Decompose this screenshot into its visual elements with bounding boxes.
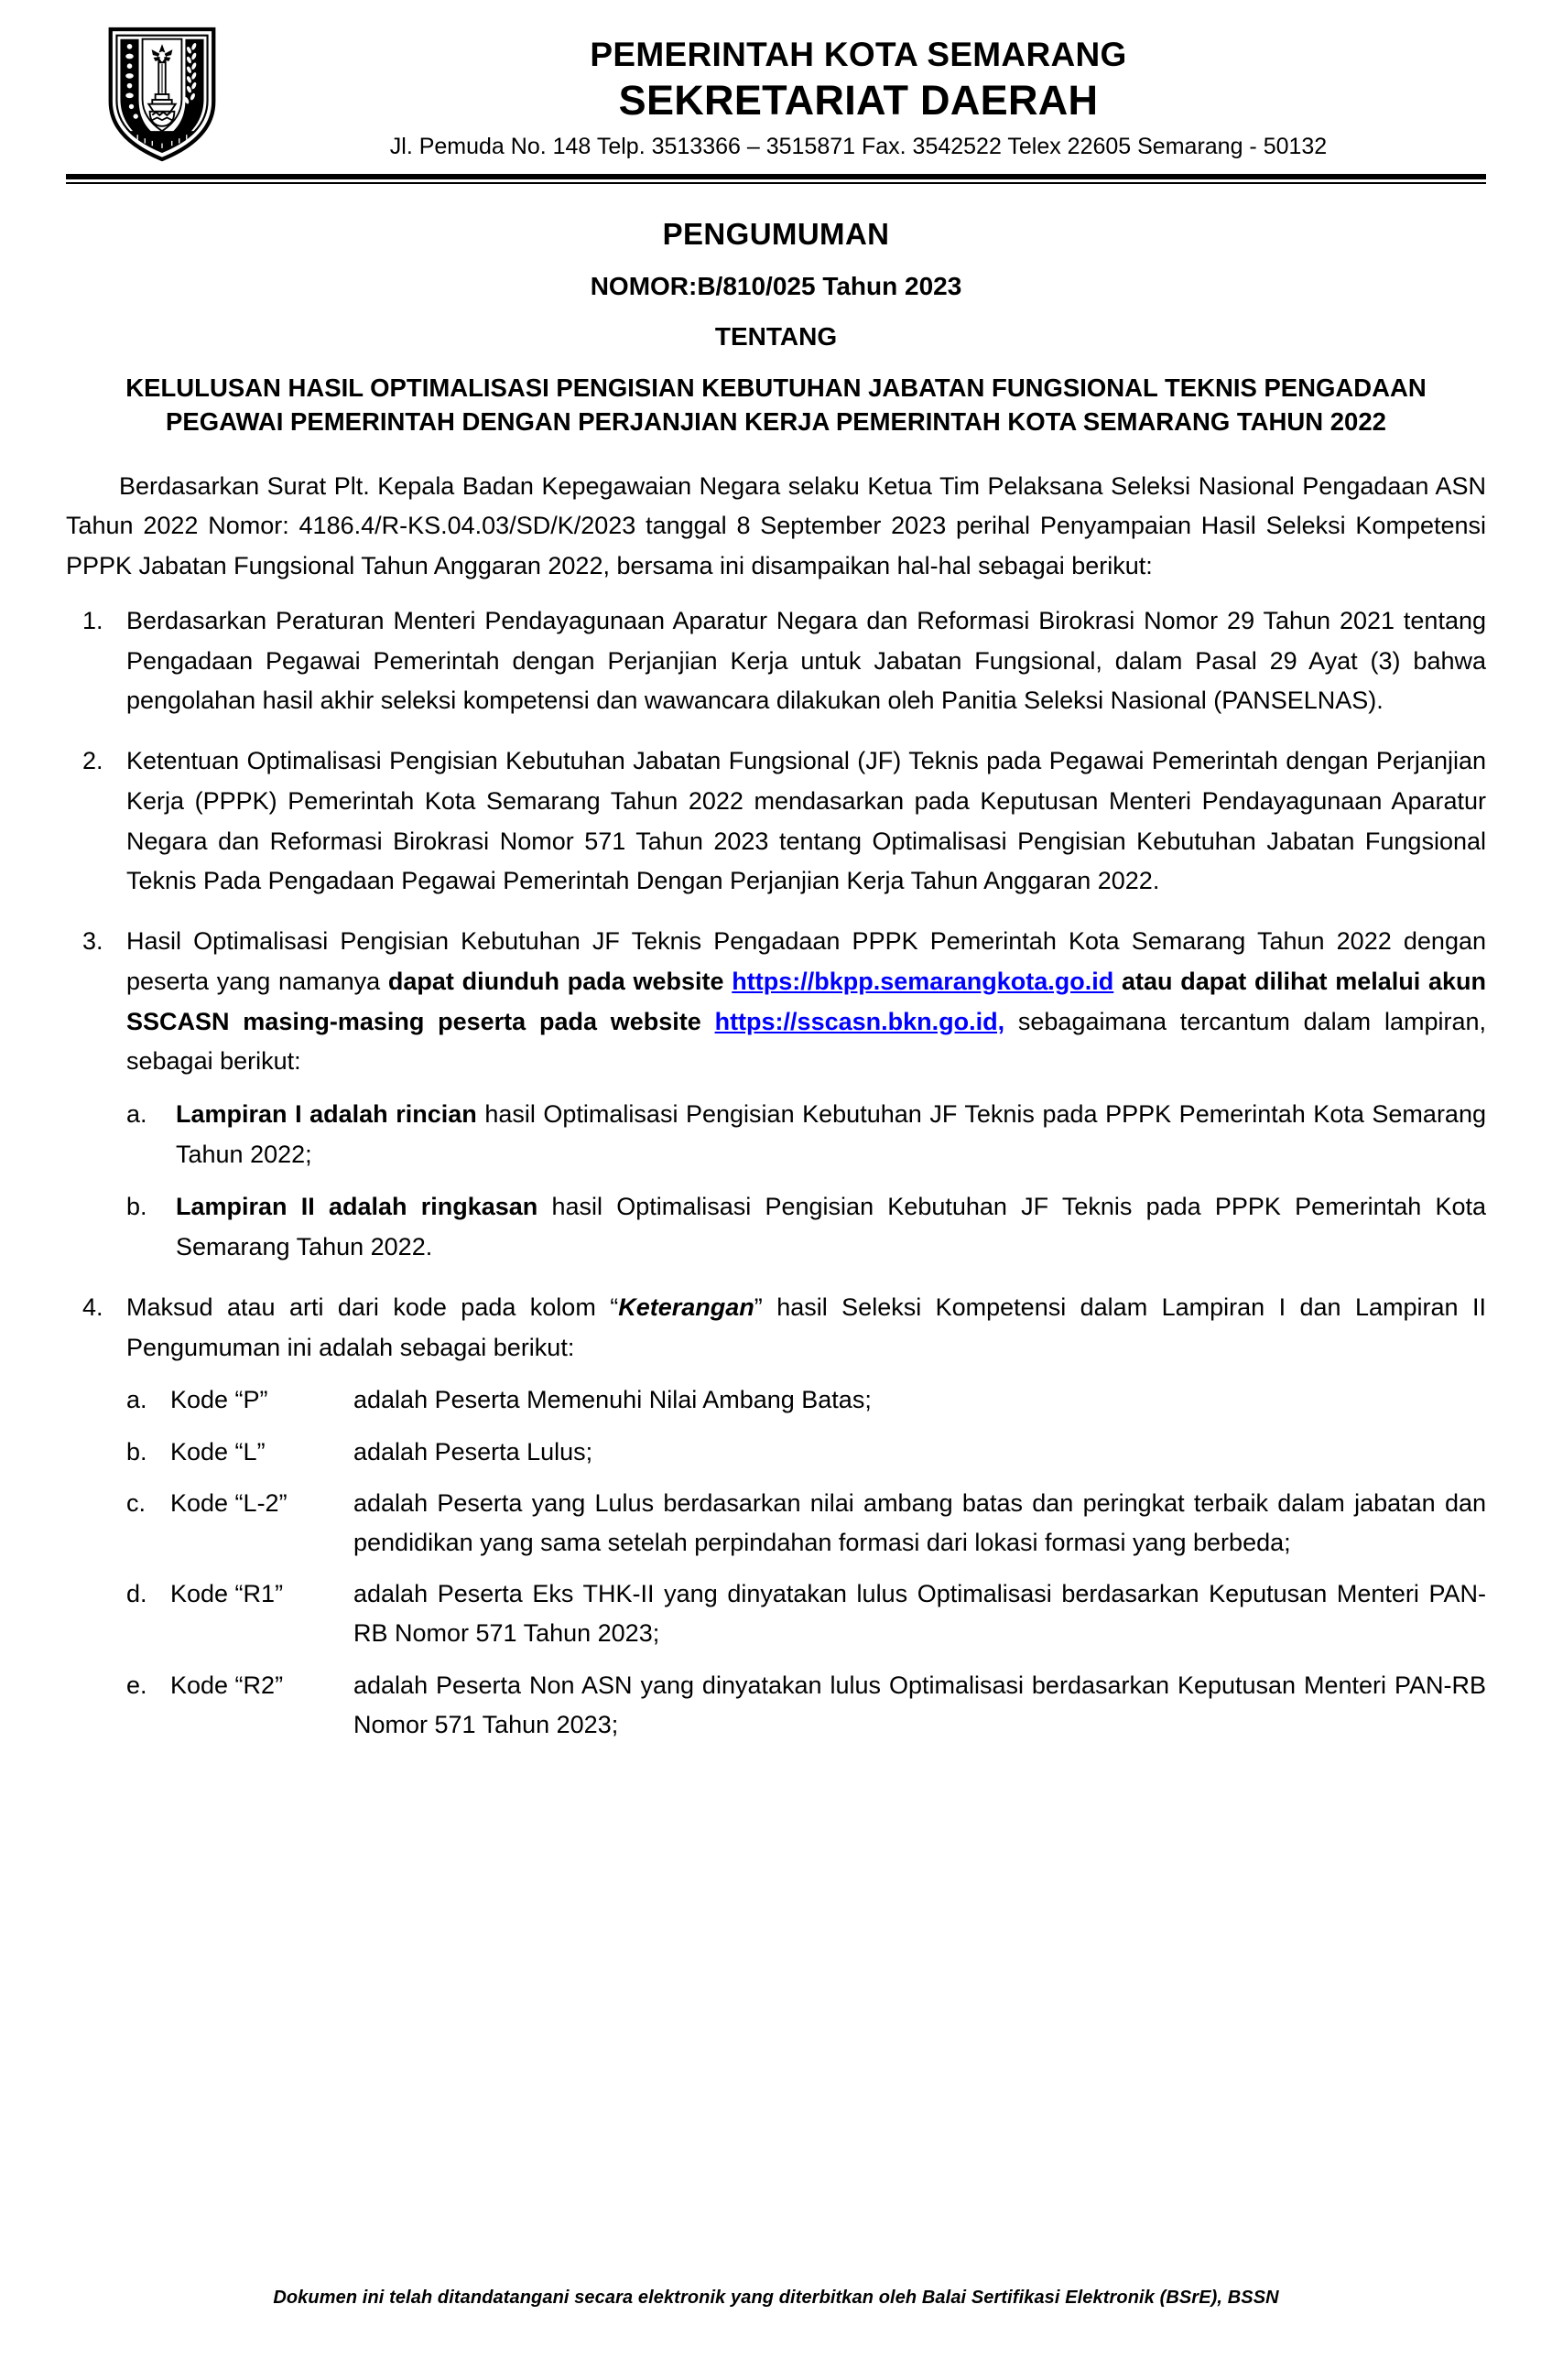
- lampiran-1-bold: Lampiran I adalah rincian: [176, 1099, 477, 1128]
- item3-text-part2: sebagaimana tercantum dalam lampiran, sebagai berikut:: [126, 1007, 1486, 1076]
- code-marker: e.: [126, 1671, 147, 1699]
- logo-container: [66, 22, 258, 163]
- semarang-city-crest-icon: [93, 26, 231, 163]
- code-row-r1: [126, 1574, 1486, 1653]
- document-subject: KELULUSAN HASIL OPTIMALISASI PENGISIAN KEBUTUHAN JABATAN FUNGSIONAL TEKNIS PENGADAAN PEGAWAI PEMERINTAH DENGAN PERJANJIAN KERJA PEMERINTAH KOTA SEMARANG TAHUN 2022: [125, 373, 1427, 436]
- institution-name: PEMERINTAH KOTA SEMARANG: [590, 36, 1127, 73]
- list-marker: 3.: [82, 927, 103, 956]
- lead-paragraph: Berdasarkan Surat Plt. Kepala Badan Kepegawaian Negara selaku Ketua Tim Pelaksana Seleksi Nasional Pengadaan ASN Tahun 2022 Nomor: 4186.4/R-KS.04.03/SD/K/2023 tanggal 8 September 2023 perihal Penyampaian Hasil Seleksi Kompetensi PPPK Jabatan Fungsional Tahun Anggaran 2022, bersama ini disampaikan hal-hal sebagai berikut:: [66, 471, 1486, 580]
- lampiran-1-rest: hasil Optimalisasi Pengisian Kebutuhan JF Teknis pada PPPK Pemerintah Kota Semarang Tahun 2022;: [176, 1099, 1486, 1168]
- code-description: adalah Peserta yang Lulus berdasarkan nilai ambang batas dan peringkat terbaik dalam jabatan dan pendidikan yang sama setelah perpindahan formasi dari lokasi formasi yang berbeda;: [353, 1488, 1486, 1556]
- code-row-p: [126, 1380, 1486, 1420]
- numbered-list: [66, 601, 1486, 1745]
- code-row-l: [126, 1433, 1486, 1472]
- list-marker: 4.: [82, 1293, 103, 1321]
- electronic-signature-note: Dokumen ini telah ditandatangani secara elektronik yang diterbitkan oleh Balai Sertifikasi Elektronik (BSrE), BSSN: [273, 2288, 1279, 2308]
- item4-text-part2: ” hasil Seleksi Kompetensi dalam Lampiran I dan Lampiran II Pengumuman ini adalah sebagai berikut:: [126, 1293, 1486, 1361]
- code-label: Kode “L”: [170, 1437, 266, 1466]
- code-description: adalah Peserta Eks THK-II yang dinyatakan lulus Optimalisasi berdasarkan Keputusan Menteri PAN-RB Nomor 571 Tahun 2023;: [353, 1580, 1486, 1648]
- document-number: NOMOR:B/810/025 Tahun 2023: [590, 272, 962, 300]
- sscasn-website-link[interactable]: https://sscasn.bkn.go.id,: [714, 1007, 1005, 1035]
- code-description: adalah Peserta Memenuhi Nilai Ambang Batas;: [353, 1386, 872, 1414]
- list-item-1: [66, 601, 1486, 721]
- code-label: Kode “L-2”: [170, 1488, 288, 1517]
- letterhead: [66, 16, 1486, 163]
- sublist-marker: a.: [126, 1099, 147, 1128]
- divider-thin-line: [66, 182, 1486, 184]
- code-row-r2: [126, 1666, 1486, 1745]
- list-marker: 2.: [82, 747, 103, 775]
- code-label: Kode “R1”: [170, 1580, 284, 1608]
- code-marker: a.: [126, 1386, 147, 1414]
- about-label: TENTANG: [714, 322, 838, 351]
- address-line: Jl. Pemuda No. 148 Telp. 3513366 – 3515871 Fax. 3542522 Telex 22605 Semarang - 50132: [389, 133, 1328, 159]
- list-item-3: [66, 922, 1486, 1268]
- sublist-marker: b.: [126, 1193, 147, 1221]
- letterhead-text: [258, 22, 1486, 161]
- list-item-text: [126, 1293, 1486, 1361]
- sublist-item-a: [126, 1095, 1486, 1174]
- sublist-item-b: [126, 1187, 1486, 1267]
- code-label: Kode “P”: [170, 1386, 268, 1414]
- header-divider: [66, 174, 1486, 184]
- unit-name: SEKRETARIAT DAERAH: [618, 76, 1099, 124]
- divider-thick-line: [66, 174, 1486, 179]
- item3-bold-sscasn: atau dapat dilihat melalui akun SSCASN masing-masing peserta pada website: [126, 967, 1486, 1035]
- code-row-l2: [126, 1484, 1486, 1563]
- page-title: PENGUMUMAN: [662, 217, 890, 251]
- code-marker: b.: [126, 1437, 147, 1466]
- document-footer: [0, 2288, 1552, 2309]
- bkpp-website-link[interactable]: https://bkpp.semarangkota.go.id: [732, 967, 1114, 995]
- list-item-text: [126, 927, 1486, 1075]
- code-description: adalah Peserta Non ASN yang dinyatakan lulus Optimalisasi berdasarkan Keputusan Menteri PAN-RB Nomor 571 Tahun 2023;: [353, 1671, 1486, 1738]
- code-label: Kode “R2”: [170, 1671, 284, 1699]
- title-block: [66, 217, 1486, 439]
- code-marker: c.: [126, 1488, 147, 1517]
- list-marker: 1.: [82, 606, 103, 634]
- code-marker: d.: [126, 1580, 147, 1608]
- list-item-2: [66, 741, 1486, 902]
- item3-sublist: [126, 1095, 1486, 1268]
- list-item-text: Ketentuan Optimalisasi Pengisian Kebutuhan Jabatan Fungsional (JF) Teknis pada Pegawai Pemerintah dengan Perjanjian Kerja (PPPK) Pemerintah Kota Semarang Tahun 2022 mendasarkan pada Keputusan Menteri Pendayagunaan Aparatur Negara dan Reformasi Birokrasi Nomor 571 Tahun 2023 tentang Optimalisasi Pengisian Kebutuhan Jabatan Fungsional Teknis Pada Pengadaan Pegawai Pemerintah Dengan Perjanjian Kerja Tahun Anggaran 2022.: [126, 747, 1486, 895]
- item3-bold-download: dapat diunduh pada website: [387, 967, 733, 995]
- list-item-4: [66, 1288, 1486, 1745]
- lampiran-2-bold: Lampiran II adalah ringkasan: [176, 1193, 538, 1221]
- sublist-item-text: [176, 1193, 1486, 1260]
- list-item-text: Berdasarkan Peraturan Menteri Pendayagunaan Aparatur Negara dan Reformasi Birokrasi Nomor 29 Tahun 2021 tentang Pengadaan Pegawai Pemerintah dengan Perjanjian Kerja untuk Jabatan Fungsional, dalam Pasal 29 Ayat (3) bahwa pengolahan hasil akhir seleksi kompetensi dan wawancara dilakukan oleh Panitia Seleksi Nasional (PANSELNAS).: [126, 606, 1486, 715]
- item3-text-part1: Hasil Optimalisasi Pengisian Kebutuhan JF Teknis Pengadaan PPPK Pemerintah Kota Semarang Tahun 2022 dengan peserta yang namanya: [126, 927, 1486, 995]
- document-body: [66, 467, 1486, 1745]
- code-definition-list: [126, 1380, 1486, 1745]
- code-description: adalah Peserta Lulus;: [353, 1437, 593, 1466]
- sublist-item-text: [176, 1100, 1486, 1168]
- lampiran-2-rest: hasil Optimalisasi Pengisian Kebutuhan JF Teknis pada PPPK Pemerintah Kota Semarang Tahun 2022.: [176, 1193, 1486, 1261]
- item4-text-part1: Maksud atau arti dari kode pada kolom “: [126, 1293, 619, 1321]
- keterangan-emphasis: Keterangan: [618, 1293, 754, 1321]
